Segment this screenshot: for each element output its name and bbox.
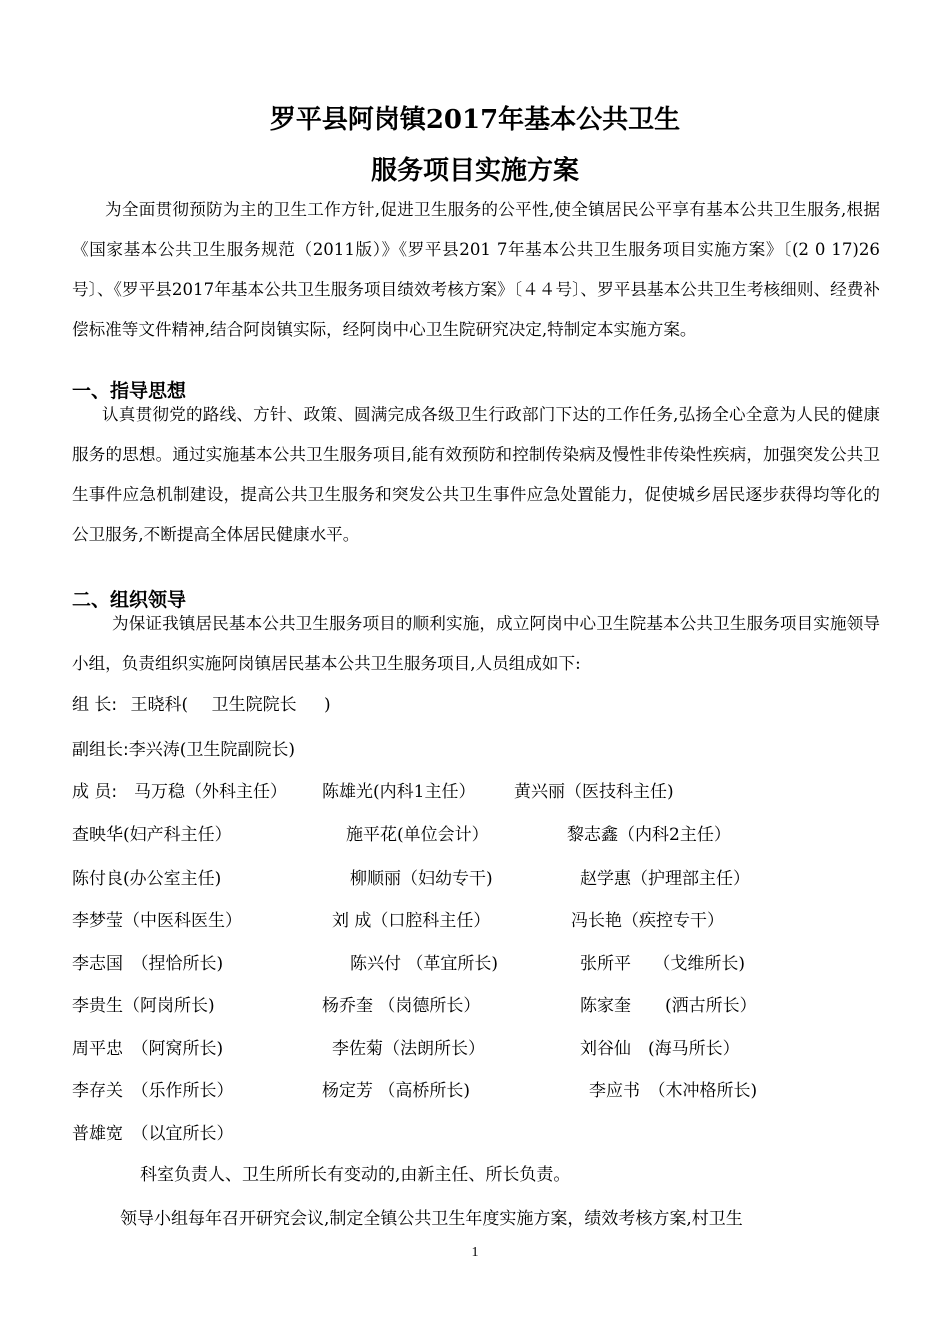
leader-row	[72, 692, 331, 718]
deputy-label: 副组长:	[72, 740, 129, 760]
leader-label: 组 长:	[72, 695, 118, 715]
note-responsibility: 科室负责人、卫生所所长有变动的,由新主任、所长负责。	[140, 1165, 571, 1185]
members-label: 成 员:	[72, 782, 118, 802]
member-cell: 李志国 （捏恰所长)	[72, 954, 224, 974]
leader-name: 王晓科(	[130, 695, 189, 715]
document-title-line-2: 服务项目实施方案	[370, 156, 579, 186]
section-1-paragraph	[72, 395, 880, 555]
member-cell: 刘谷仙 (海马所长）	[580, 1039, 740, 1059]
deputy-row	[72, 737, 295, 763]
member-cell: 李佐菊（法朗所长）	[332, 1039, 485, 1059]
member-cell: 陈雄光(内科1主任）	[322, 782, 476, 802]
member-cell: 陈家奎 (洒古所长）	[580, 996, 757, 1016]
page-number: 1	[471, 1245, 479, 1260]
member-cell: 陈付良(办公室主任)	[72, 869, 222, 889]
member-cell: 柳顺丽（妇幼专干)	[350, 869, 493, 889]
member-cell: 刘 成（口腔科主任）	[332, 911, 491, 931]
member-cell: 查映华(妇产科主任）	[72, 825, 232, 845]
member-cell: 李贵生（阿岗所长)	[72, 996, 215, 1016]
member-cell: 普雄宽 （以宜所长）	[72, 1124, 234, 1144]
member-cell: 施平花(单位会计）	[346, 825, 489, 845]
member-cell: 黄兴丽（医技科主任)	[514, 782, 674, 802]
section-2-heading: 二、组织领导	[72, 589, 187, 611]
member-cell: 黎志鑫（内科2主任）	[567, 825, 731, 845]
leader-role: 卫生院院长	[211, 695, 297, 715]
section-1-heading: 一、指导思想	[72, 380, 187, 402]
section-2-text: 为保证我镇居民基本公共卫生服务项目的顺利实施，成立阿岗中心卫生院基本公共卫生服务项目实施领导小组，负责组织实施阿岗镇居民基本公共卫生服务项目,人员组成如下:	[72, 614, 880, 673]
member-cell: 李梦莹（中医科医生）	[72, 911, 242, 931]
member-cell: 杨定芳 （高桥所长)	[322, 1081, 471, 1101]
section-1-text: 认真贯彻党的路线、方针、政策、圆满完成各级卫生行政部门下达的工作任务,弘扬全心全意为人民的健康服务的思想。通过实施基本公共卫生服务项目,能有效预防和控制传染病及慢性非传染性疾病，加强突发公共卫生事件应急机制建设，提高公共卫生服务和突发公共卫生事件应急处置能力，促使城乡居民逐步获得均等化的公卫服务,不断提高全体居民健康水平。	[72, 405, 880, 544]
member-cell: 周平忠 （阿窝所长)	[72, 1039, 224, 1059]
member-cell: 李应书 （木冲格所长)	[589, 1081, 758, 1101]
member-cell: 马万稳（外科主任）	[134, 782, 287, 802]
leader-close: )	[324, 695, 331, 715]
member-cell: 杨乔奎 （岗德所长）	[322, 996, 481, 1016]
member-cell: 李存关 （乐作所长）	[72, 1081, 234, 1101]
note-meeting: 领导小组每年召开研究会议,制定全镇公共卫生年度实施方案，绩效考核方案,村卫生	[120, 1209, 743, 1229]
deputy-text: 李兴涛(卫生院副院长)	[128, 740, 295, 760]
member-cell: 赵学惠（护理部主任）	[580, 869, 750, 889]
member-cell: 冯长艳（疾控专干）	[571, 911, 724, 931]
member-cell: 张所平 （戈维所长)	[580, 954, 746, 974]
members-label-row	[72, 779, 117, 805]
member-cell: 陈兴付 （革宜所长)	[350, 954, 499, 974]
document-title-line-1: 罗平县阿岗镇2017年基本公共卫生	[269, 105, 681, 135]
intro-text: 为全面贯彻预防为主的卫生工作方针,促进卫生服务的公平性,使全镇居民公平享有基本公共卫生服务,根据《国家基本公共卫生服务规范（2011版）》《罗平县201 7年基本公共卫生服务项目实施方案》〔(2 0 17)26号〕、《罗平县2017年基本公共卫生服务项目绩效考核方案》〔４４号〕、罗平县基本公共卫生考核细则、经费补偿标准等文件精神,结合阿岗镇实际，经阿岗中心卫生院研究决定,特制定本实施方案。	[72, 200, 880, 339]
intro-paragraph	[72, 190, 880, 350]
section-2-paragraph	[72, 604, 880, 684]
